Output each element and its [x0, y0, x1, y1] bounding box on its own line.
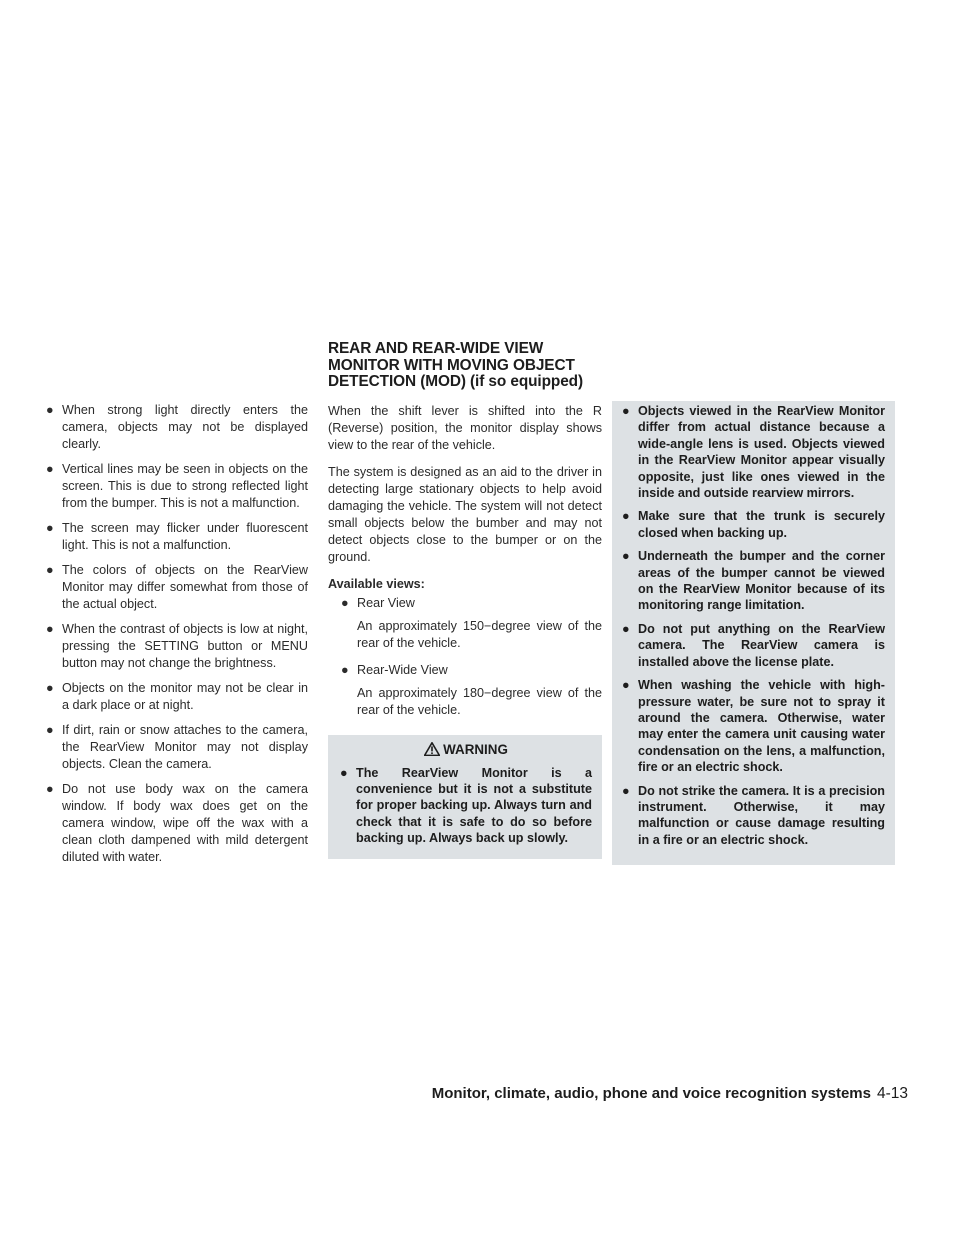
bullet-icon: ● [622, 404, 630, 418]
bullet-icon: ● [622, 549, 630, 564]
bullet-icon: ● [46, 782, 54, 796]
footer-section-title: Monitor, climate, audio, phone and voice recognition systems [431, 1085, 871, 1102]
list-item: ● When the contrast of objects is low at night, pressing the SETTING button or MENU button may not change the brightness. [46, 622, 308, 670]
warning-label: WARNING [443, 741, 508, 757]
bullet-icon: ● [46, 563, 54, 577]
list-item: ● Objects viewed in the RearView Monitor differ from actual distance because a wide-angle lens is used. Objects viewed in the RearView Monitor appear visually opposite, just like ones viewed in the inside and outside rearview mirrors. [622, 404, 885, 501]
bullet-icon: ● [622, 783, 630, 798]
list-item: ● Do not use body wax on the camera window. If body wax does get on the camera window, wipe off the wax with a clean cloth dampened with mild detergent diluted with water. [46, 782, 308, 864]
bullet-icon: ● [341, 662, 349, 677]
warning-continued-box [612, 401, 895, 865]
middle-column [328, 341, 602, 859]
warning-list [340, 765, 592, 847]
bullet-icon: ● [46, 521, 54, 535]
bullet-icon: ● [341, 595, 349, 610]
section-title: REAR AND REAR-WIDE VIEW MONITOR WITH MOVING OBJECT DETECTION (MOD) (if so equipped) [328, 340, 583, 390]
bullet-icon: ● [46, 622, 54, 636]
view-name: Rear-Wide View [357, 662, 448, 677]
camera-notes-list [46, 402, 308, 866]
view-description: An approximately 180−degree view of the rear of the vehicle. [357, 685, 602, 717]
warning-header [340, 741, 592, 761]
view-description: An approximately 150−degree view of the rear of the vehicle. [357, 618, 602, 650]
right-column [612, 401, 895, 865]
list-item: ● If dirt, rain or snow attaches to the camera, the RearView Monitor may not display objects. Clean the camera. [46, 723, 308, 771]
list-item: ● Do not strike the camera. It is a precision instrument. Otherwise, it may malfunction or cause damage resulting in a fire or an electric shock. [622, 783, 885, 847]
list-item: ● Vertical lines may be seen in objects on the screen. This is due to strong reflected light from the bumper. This is not a malfunction. [46, 462, 308, 510]
warning-box [328, 735, 602, 859]
bullet-icon: ● [46, 462, 54, 476]
view-item-rear [328, 595, 602, 652]
available-views-heading: Available views: [328, 576, 425, 591]
list-item: ● Do not put anything on the RearView camera. The RearView camera is installed above the license plate. [622, 621, 885, 669]
view-name: Rear View [357, 595, 415, 610]
bullet-icon: ● [622, 509, 630, 524]
bullet-icon: ● [622, 621, 630, 636]
view-item-rear-wide [328, 662, 602, 719]
list-item: ● Objects on the monitor may not be clear in a dark place or at night. [46, 681, 308, 712]
list-item: ● Underneath the bumper and the corner areas of the bumper cannot be viewed on the RearView Monitor because of its monitoring range limitation. [622, 549, 885, 613]
bullet-icon: ● [622, 678, 630, 693]
left-column [46, 402, 308, 874]
bullet-icon: ● [46, 403, 54, 417]
page-number: 4-13 [876, 1085, 908, 1102]
page-footer [432, 1085, 908, 1103]
bullet-icon: ● [340, 765, 348, 780]
bullet-icon: ● [46, 723, 54, 737]
warning-continued-list [622, 403, 885, 848]
list-item: ● The colors of objects on the RearView Monitor may differ somewhat from those of the actual object. [46, 563, 308, 611]
list-item: ● When washing the vehicle with high-pressure water, be sure not to spray it around the camera. Otherwise, water may enter the camera unit causing water condensation on the lens, a malfunction, fire or an electric shock. [622, 678, 885, 775]
list-item: ● When strong light directly enters the camera, objects may not be displayed clearly. [46, 403, 308, 451]
list-item: ● Make sure that the trunk is securely closed when backing up. [622, 509, 885, 540]
system-paragraph: The system is designed as an aid to the driver in detecting large stationary objects to help avoid damaging the vehicle. The system will not detect small objects below the bumber and may not detect objects close to the bumper or on the ground. [328, 464, 602, 564]
warning-triangle-icon [424, 742, 440, 761]
list-item: ● The RearView Monitor is a convenience but it is not a substitute for proper backing up. Always turn and check that it is safe to do so before backing up. Always back up slowly. [340, 765, 592, 846]
list-item: ● The screen may flicker under fluorescent light. This is not a malfunction. [46, 521, 308, 552]
bullet-icon: ● [46, 681, 54, 695]
intro-paragraph: When the shift lever is shifted into the R (Reverse) position, the monitor display shows view to the rear of the vehicle. [328, 403, 602, 452]
